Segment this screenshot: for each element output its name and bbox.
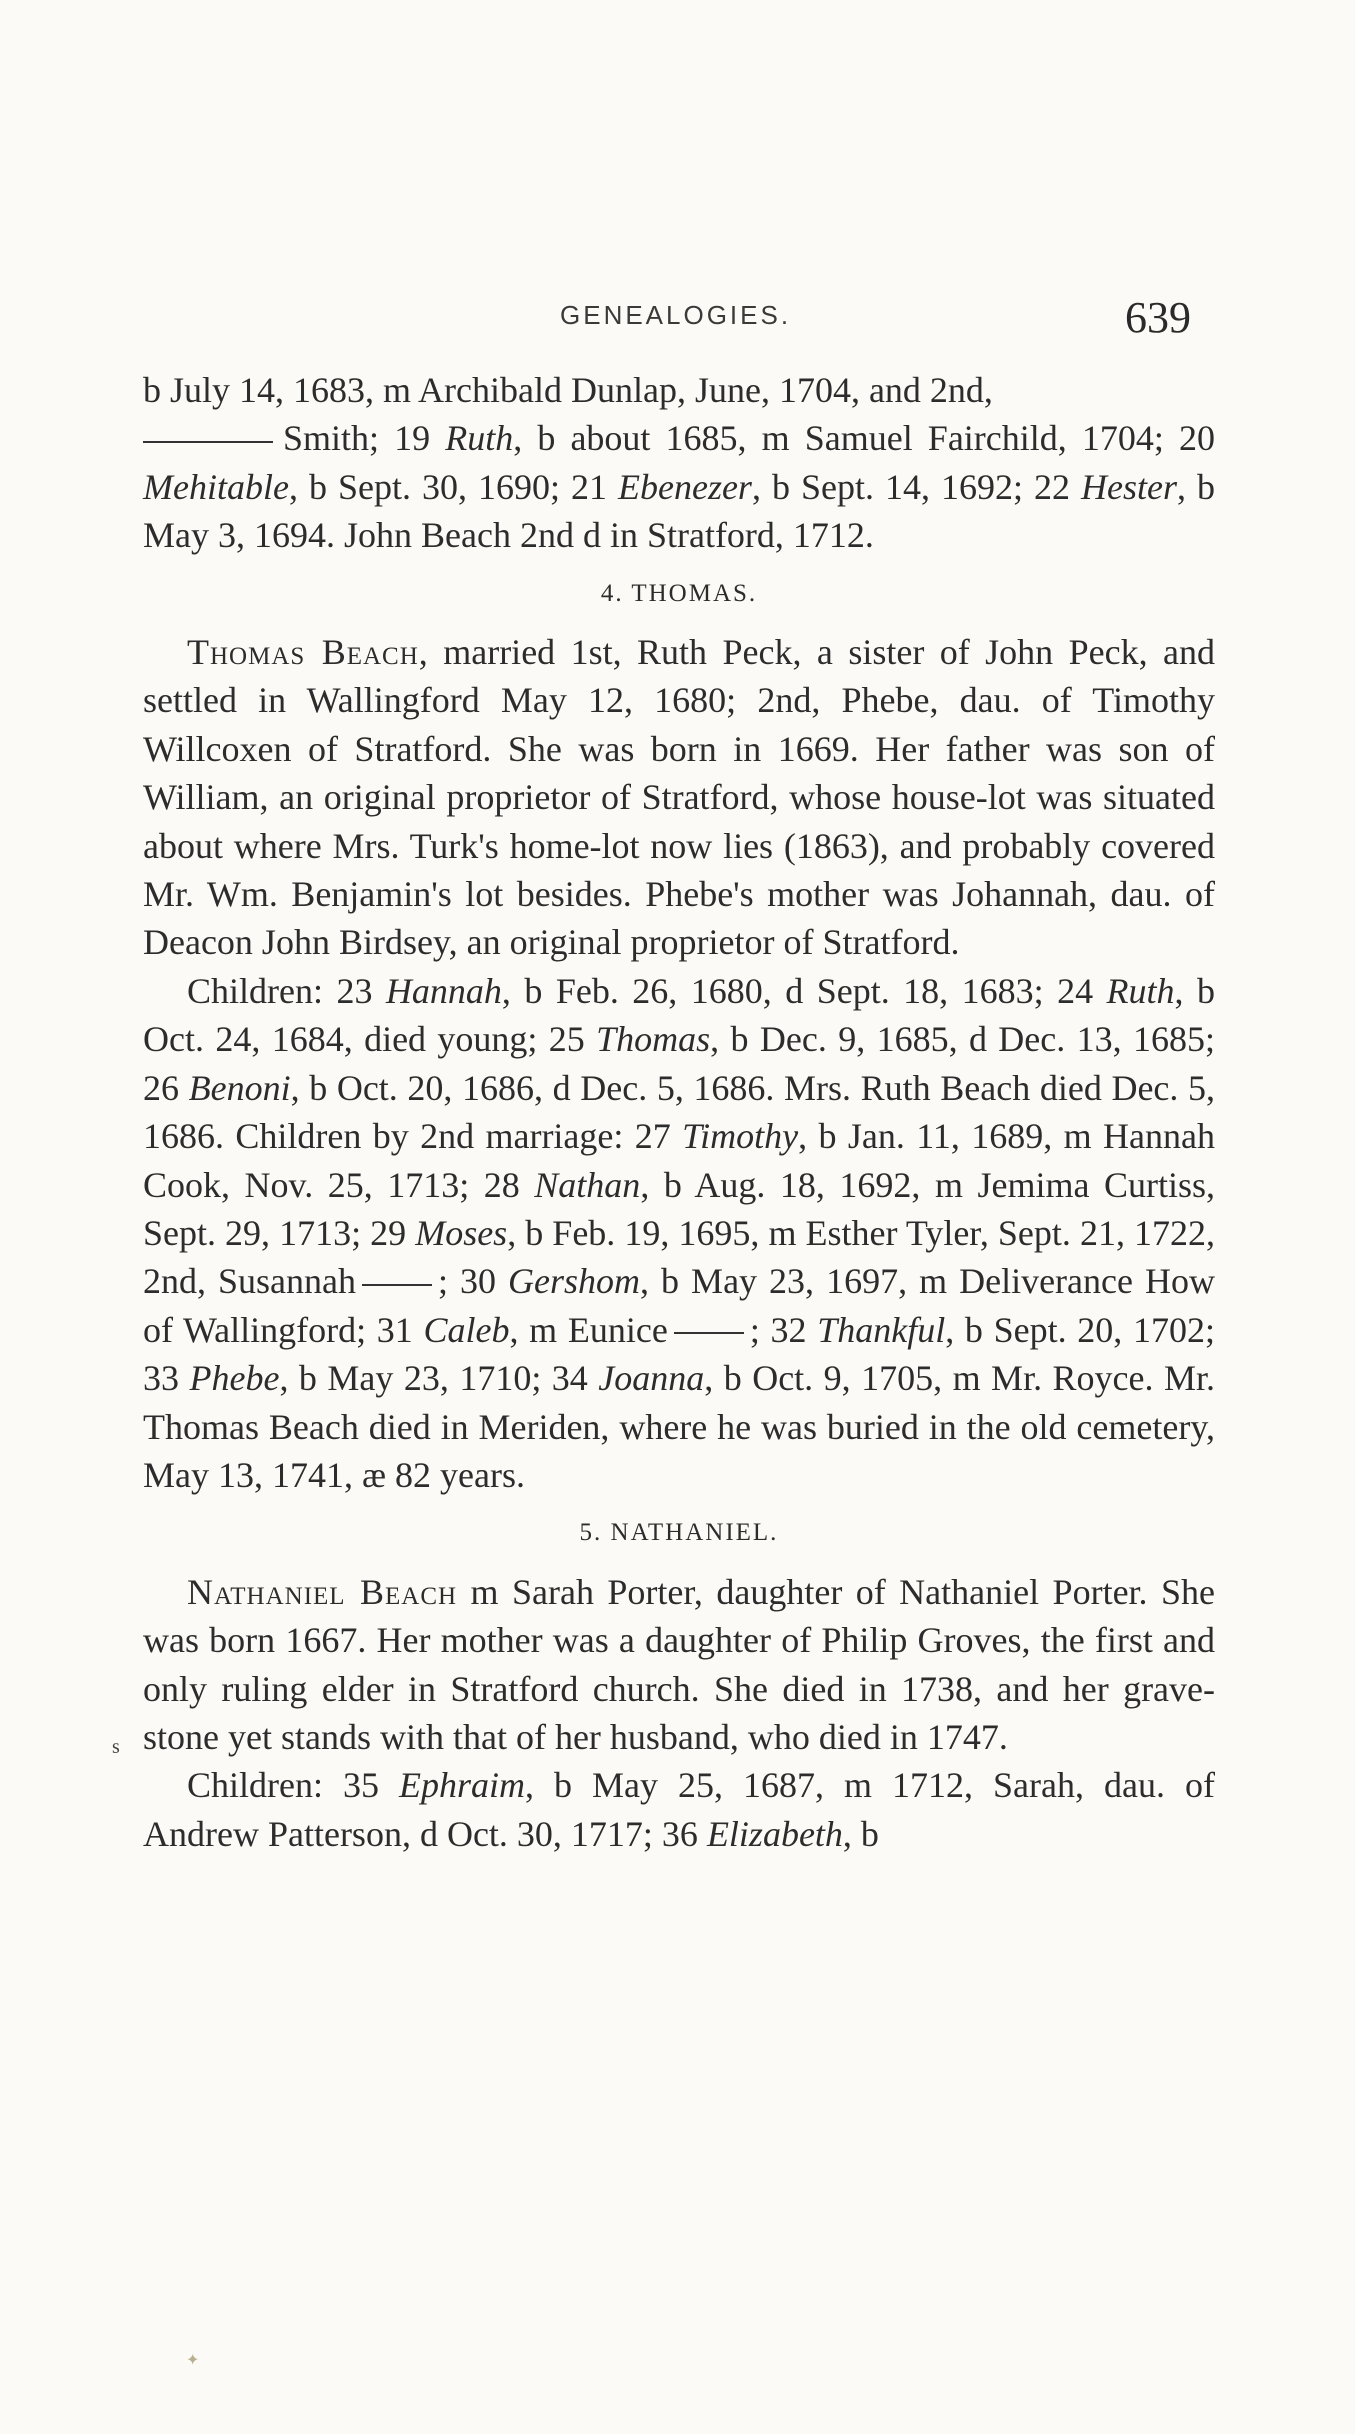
ink-speck: ✦ xyxy=(186,2352,200,2369)
running-head xyxy=(0,292,1355,352)
page-number: 639 xyxy=(1125,293,1191,342)
paragraph-nathaniel-beach: Nathaniel Beach m Sarah Porter, daughter of Nathaniel Porter. She was born 1667. Her mother was a daughter of Philip Groves, the first and only ruling elder in Stratford church. She died in 1738, and her grave-stone yet stands with that of her husband, who died in 1747. xyxy=(143,1571,1215,1757)
section-heading-nathaniel: 5. NATHANIEL. xyxy=(579,1519,779,1547)
name-blank-dash xyxy=(143,441,273,443)
paragraph-continued: b July 14, 1683, m Archibald Dunlap, June, 1704, and 2nd, Smith; 19 Ruth, b about 1685, m Samuel Fairchild, 1704; 20 Mehitable, b Sept. 30, 1690; 21 Ebenezer, b Sept. 14, 1692; 22 Hester, b May 3, 1694. John Beach 2nd d in Stratford, 1712. xyxy=(143,370,1215,556)
section-heading-thomas: 4. THOMAS. xyxy=(600,579,758,607)
blank-dash xyxy=(362,1284,432,1286)
margin-mark: s xyxy=(112,1736,120,1758)
running-head-title: GENEALOGIES. xyxy=(560,300,792,330)
blank-dash xyxy=(674,1332,744,1334)
paragraph-nathaniel-children: Children: 35 Ephraim, b May 25, 1687, m 1712, Sarah, dau. of Andrew Patterson, d Oct. 30, 1717; 36 Elizabeth, b xyxy=(143,1765,1215,1854)
main-text xyxy=(143,366,1215,1858)
paragraph-thomas-children: Children: 23 Hannah, b Feb. 26, 1680, d Sept. 18, 1683; 24 Ruth, b Oct. 24, 1684, died young; 25 Thomas, b Dec. 9, 1685, d Dec. 13, 1685; 26 Benoni, b Oct. 20, 1686, d Dec. 5, 1686. Mrs. Ruth Beach died Dec. 5, 1686. Children by 2nd marriage: 27 Timothy, b Jan. 11, 1689, m Hannah Cook, Nov. 25, 1713; 28 Nathan, b Aug. 18, 1692, m Jemima Curtiss, Sept. 29, 1713; 29 Moses, b Feb. 19, 1695, m Esther Tyler, Sept. 21, 1722, 2nd, Susannah ; 30 Gershom, b May 23, 1697, m Deliverance How of Wallingford; 31 Caleb, m Eunice ; 32 Thankful, b Sept. 20, 1702; 33 Phebe, b May 23, 1710; 34 Joanna, b Oct. 9, 1705, m Mr. Royce. Mr. Thomas Beach died in Meriden, where he was buried in the old cemetery, May 13, 1741, æ 82 years. xyxy=(143,970,1216,1495)
paragraph-thomas-beach: Thomas Beach, married 1st, Ruth Peck, a sister of John Peck, and settled in Wallingford May 12, 1680; 2nd, Phebe, dau. of Timothy Willcoxen of Stratford. She was born in 1669. Her father was son of William, an original proprietor of Stratford, whose house-lot was situated about where Mrs. Turk's home-lot now lies (1863), and probably covered Mr. Wm. Benjamin's lot besides. Phebe's mother was Johannah, dau. of Deacon John Birdsey, an original proprietor of Stratford. xyxy=(143,632,1215,963)
